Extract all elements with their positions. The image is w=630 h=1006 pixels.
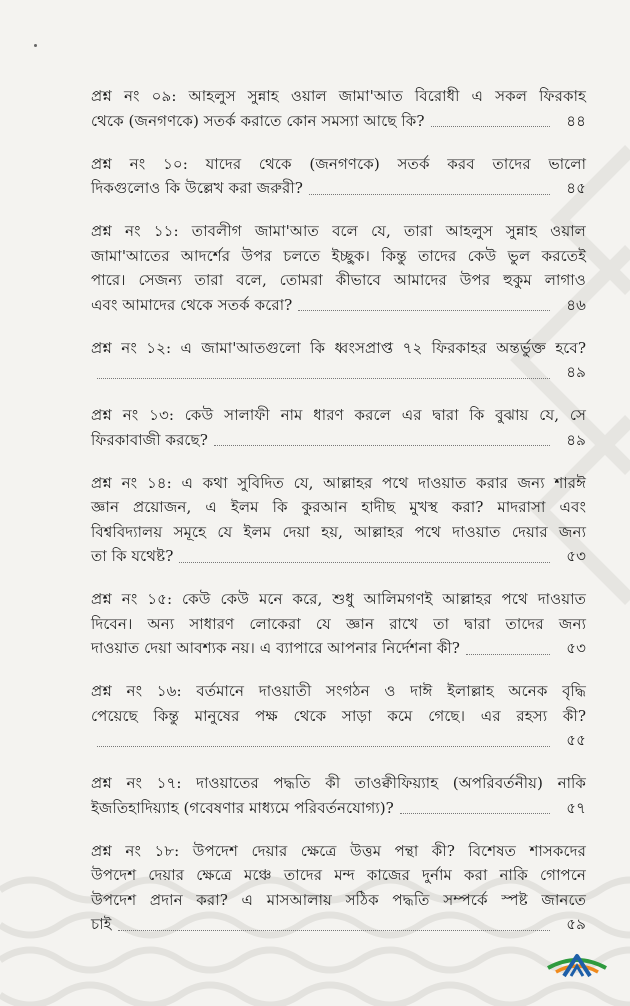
question-text: উপদেশ দেয়ার ক্ষেত্রে মঞ্চে তাদের মন্দ কাজের দুর্নাম করা নাকি গোপনে: [91, 866, 586, 884]
toc-entry-last-line: [91, 360, 586, 385]
toc-entry-last-line: [91, 428, 586, 453]
toc-entry-line: [91, 244, 586, 269]
question-number: প্রশ্ন নং ১৩:: [91, 406, 174, 424]
page-number: ৫৯: [566, 915, 586, 933]
question-number: প্রশ্ন নং ১০:: [91, 154, 188, 173]
question-text: উপদেশ দেয়ার ক্ষেত্রে উত্তম পন্থা কী? বিশেষত শাসকদের: [192, 841, 586, 860]
toc-entry-line: [91, 863, 586, 888]
dot-leader: [400, 813, 550, 814]
question-text: এ জামা'আতগুলো কি ধ্বংসপ্রাপ্ত ৭২ ফিরকাহর অন্তর্ভুক্ত হবে?: [180, 338, 587, 357]
dot-leader: [214, 445, 550, 446]
dot-leader: [97, 378, 550, 379]
toc-entry-last-line: [91, 728, 586, 753]
question-text: দাওয়াতের পদ্ধতি কী তাওক্বীফিয়্যাহ (অপরিবর্তনীয়) নাকি: [196, 774, 587, 792]
dot-leader: [431, 126, 550, 127]
question-text: থেকে (জনগণকে) সতর্ক করাতে কোন সমস্যা আছে কি?: [91, 111, 425, 130]
question-text: উপদেশ প্রদান করা? এ মাসআলায় সঠিক পদ্ধতি সম্পর্কে স্পষ্ট জানতে: [91, 890, 586, 909]
table-of-contents: [91, 84, 586, 955]
question-number: প্রশ্ন নং ১১:: [91, 222, 179, 240]
question-number: প্রশ্ন নং ১৮:: [91, 841, 180, 860]
toc-entry-line: [91, 679, 586, 704]
question-number: প্রশ্ন নং ১৭:: [91, 774, 182, 792]
toc-entry[interactable]: [91, 679, 586, 753]
question-text: এ কথা সুবিদিত যে, আল্লাহর পথে দাওয়াত করার জন্য শারঈ: [181, 473, 587, 492]
toc-entry-line: [91, 403, 586, 428]
question-text: ফিরকাবাজী করছে?: [91, 430, 208, 449]
toc-entry-line: [91, 84, 586, 109]
toc-entry-line: [91, 520, 586, 545]
toc-entry-line: [91, 612, 586, 637]
page-number: ৪৫: [566, 179, 586, 197]
toc-entry[interactable]: [91, 771, 586, 820]
publisher-logo-icon: [546, 946, 608, 980]
question-text: আহলুস সুন্নাহ ওয়াল জামা'আত বিরোধী এ সকল ফিরকাহ: [188, 87, 586, 105]
question-text: বিশ্ববিদ্যালয় সমূহে যে ইলম দেয়া হয়, আল্লাহর পথে দাওয়াত দেয়ার জন্য: [91, 522, 586, 541]
question-text: তা কি যথেষ্ট?: [91, 547, 174, 565]
toc-entry-last-line: [91, 796, 586, 821]
question-text: বর্তমানে দাওয়াতী সংগঠন ও দাঈ ইলাল্লাহ অনেক বৃদ্ধি: [196, 682, 587, 700]
question-number: প্রশ্ন নং ০৯:: [91, 87, 177, 105]
page-number: ৫৩: [566, 547, 586, 565]
toc-entry-line: [91, 587, 586, 612]
page-number: ৫৩: [566, 639, 586, 657]
toc-entry-last-line: [91, 109, 586, 134]
toc-entry[interactable]: [91, 84, 586, 133]
question-text: জ্ঞান প্রয়োজন, এ ইলম কি কুরআন হাদীছ মুখস্থ করা? মাদরাসা এবং: [91, 498, 586, 516]
page-number: ৪৬: [566, 295, 586, 314]
toc-entry-line: [91, 268, 586, 293]
question-number: প্রশ্ন নং ১২:: [91, 338, 172, 357]
toc-entry[interactable]: [91, 839, 586, 937]
question-text: দাওয়াত দেয়া আবশ্যক নয়। এ ব্যাপারে আপনার নির্দেশনা কী?: [91, 639, 460, 657]
page-number: ৪৪: [566, 111, 586, 130]
question-text: দিকগুলোও কি উল্লেখ করা জরুরী?: [91, 179, 303, 197]
dot-leader: [179, 562, 550, 563]
dot-leader: [97, 746, 550, 747]
page-number: ৫৫: [566, 731, 586, 749]
toc-entry-line: [91, 771, 586, 796]
dot-leader: [298, 310, 550, 311]
toc-entry-last-line: [91, 544, 586, 569]
toc-entry-line: [91, 704, 586, 729]
page-speck: [34, 44, 37, 47]
page-number: ৪৯: [566, 363, 586, 381]
page-number: ৪৯: [566, 430, 586, 449]
question-text: জামা'আতের আদর্শের উপর চলতে ইচ্ছুক। কিন্তু তাদের কেউ ভুল করতেই: [91, 246, 586, 265]
toc-entry-line: [91, 471, 586, 496]
toc-entry-last-line: [91, 912, 586, 937]
toc-entry-line: [91, 336, 586, 361]
question-text: দিবেন। অন্য সাধারণ লোকেরা যে জ্ঞান রাখে তা দ্বারা তাদের জন্য: [91, 614, 586, 633]
toc-entry-line: [91, 888, 586, 913]
question-number: প্রশ্ন নং ১৫:: [91, 590, 173, 608]
toc-entry[interactable]: [91, 471, 586, 569]
toc-entry[interactable]: [91, 403, 586, 452]
dot-leader: [466, 654, 550, 655]
toc-entry-line: [91, 495, 586, 520]
question-number: প্রশ্ন নং ১৬:: [91, 682, 182, 700]
question-text: কেউ কেউ মনে করে, শুধু আলিমগণই আল্লাহর পথে দাওয়াত: [181, 590, 587, 608]
question-text: এবং আমাদের থেকে সতর্ক করো?: [91, 295, 293, 314]
toc-entry[interactable]: [91, 336, 586, 385]
toc-entry-line: [91, 219, 586, 244]
question-text: পেয়েছে কিন্তু মানুষের পক্ষ থেকে সাড়া কমে গেছে। এর রহস্য কী?: [91, 706, 586, 725]
dot-leader: [309, 194, 550, 195]
toc-entry[interactable]: [91, 587, 586, 661]
toc-entry-last-line: [91, 176, 586, 201]
question-text: ইজতিহাদিয়্যাহ (গবেষণার মাধ্যমে পরিবর্তনযোগ্য)?: [91, 798, 394, 817]
question-text: কেউ সালাফী নাম ধারণ করলে এর দ্বারা কি বুঝায় যে, সে: [184, 406, 587, 424]
question-text: পারে। সেজন্য তারা বলে, তোমরা কীভাবে আমাদের উপর হুকুম লাগাও: [91, 271, 586, 289]
toc-entry[interactable]: [91, 152, 586, 201]
toc-entry-last-line: [91, 636, 586, 661]
toc-entry-last-line: [91, 293, 586, 318]
question-number: প্রশ্ন নং ১৪:: [91, 473, 172, 492]
question-text: চাই: [91, 915, 112, 933]
dot-leader: [118, 930, 550, 931]
toc-entry-line: [91, 152, 586, 177]
page-number: ৫৭: [566, 798, 586, 817]
toc-entry-line: [91, 839, 586, 864]
question-text: তাবলীগ জামা'আত বলে যে, তারা আহলুস সুন্নাহ ওয়াল: [191, 222, 587, 240]
question-text: যাদের থেকে (জনগণকে) সতর্ক করব তাদের ভালো: [205, 154, 587, 173]
toc-entry[interactable]: [91, 219, 586, 317]
